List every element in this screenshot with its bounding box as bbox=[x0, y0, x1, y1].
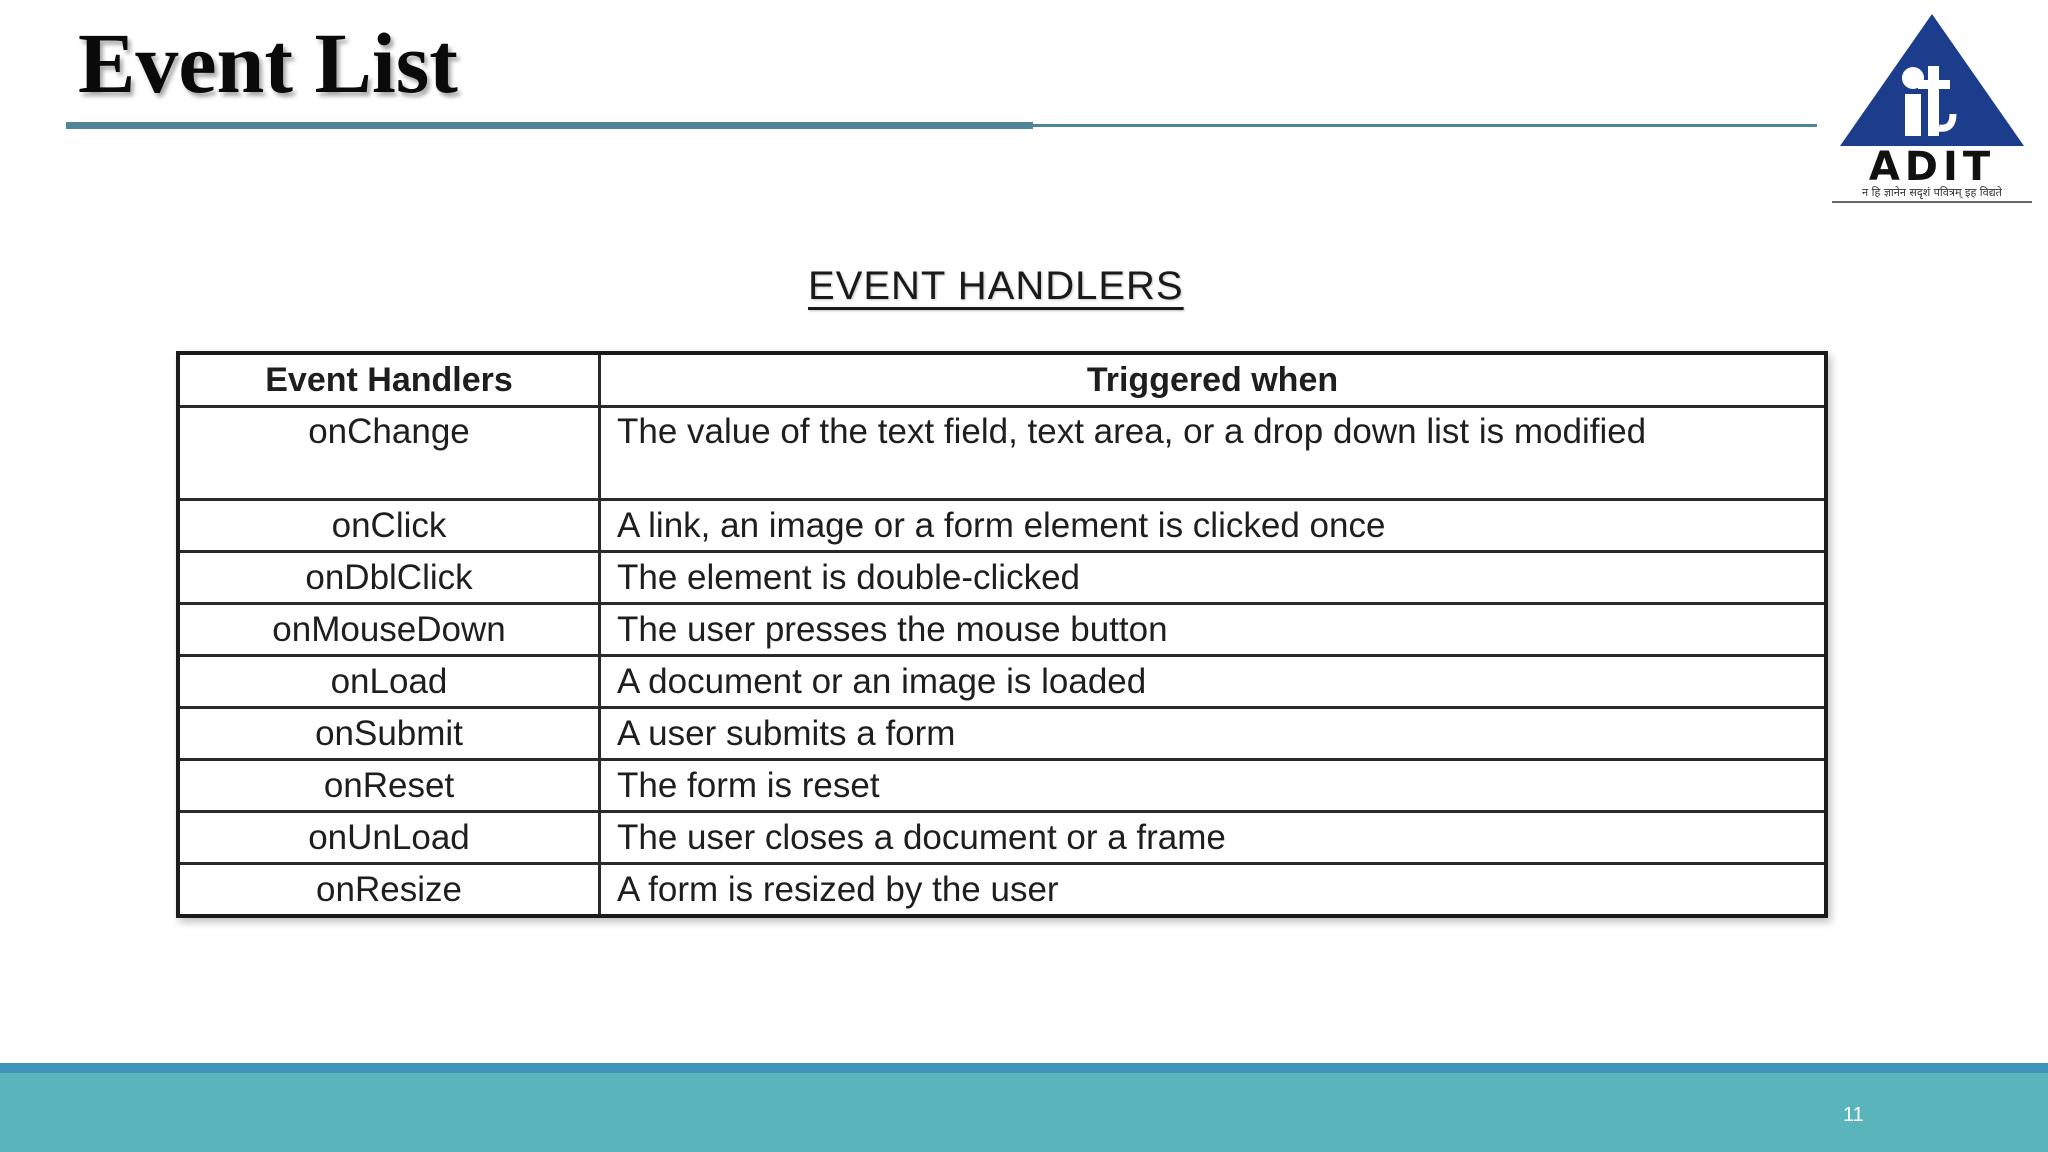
trigger-cell: The user closes a document or a frame bbox=[600, 812, 1827, 864]
table-row bbox=[178, 407, 1826, 500]
logo-cross-vertical bbox=[1928, 66, 1939, 136]
table-heading: EVENT HANDLERS bbox=[808, 264, 1184, 308]
trigger-cell: A user submits a form bbox=[600, 708, 1827, 760]
table-row bbox=[178, 708, 1826, 760]
title-underline-thin bbox=[1030, 124, 1817, 127]
trigger-cell: A link, an image or a form element is clicked once bbox=[600, 500, 1827, 552]
page-number: 11 bbox=[1843, 1104, 1864, 1126]
logo-tagline: न हि ज्ञानेन सदृशं पवित्रम् इह विद्यते bbox=[1862, 186, 2002, 199]
handler-cell: onResize bbox=[178, 864, 600, 917]
trigger-cell: The element is double-clicked bbox=[600, 552, 1827, 604]
handler-cell: onChange bbox=[178, 407, 600, 500]
column-header-event-handlers: Event Handlers bbox=[178, 353, 600, 407]
footer-accent-line bbox=[0, 1063, 2048, 1073]
trigger-cell: A form is resized by the user bbox=[600, 864, 1827, 917]
handler-cell: onLoad bbox=[178, 656, 600, 708]
table-header-row bbox=[178, 353, 1826, 407]
handler-cell: onReset bbox=[178, 760, 600, 812]
logo-i-stem bbox=[1905, 94, 1921, 136]
table-row bbox=[178, 760, 1826, 812]
trigger-cell: The user presses the mouse button bbox=[600, 604, 1827, 656]
handler-cell: onSubmit bbox=[178, 708, 600, 760]
column-header-triggered-when: Triggered when bbox=[600, 353, 1827, 407]
handler-cell: onDblClick bbox=[178, 552, 600, 604]
title-underline bbox=[66, 122, 1033, 129]
logo-cross-horizontal bbox=[1918, 80, 1950, 89]
footer-band bbox=[0, 1073, 2048, 1152]
table-row bbox=[178, 656, 1826, 708]
event-handlers-table bbox=[176, 351, 1828, 918]
table-row bbox=[178, 604, 1826, 656]
trigger-cell: A document or an image is loaded bbox=[600, 656, 1827, 708]
logo-wordmark: ADIT bbox=[1868, 144, 1996, 190]
slide-title: Event List bbox=[78, 15, 458, 111]
trigger-cell: The form is reset bbox=[600, 760, 1827, 812]
table-row bbox=[178, 552, 1826, 604]
handler-cell: onUnLoad bbox=[178, 812, 600, 864]
table-row bbox=[178, 864, 1826, 917]
trigger-cell: The value of the text field, text area, or a drop down list is modified bbox=[600, 407, 1827, 500]
handler-cell: onMouseDown bbox=[178, 604, 600, 656]
handler-cell: onClick bbox=[178, 500, 600, 552]
adit-logo bbox=[1828, 10, 2036, 206]
table-row bbox=[178, 500, 1826, 552]
table-row bbox=[178, 812, 1826, 864]
